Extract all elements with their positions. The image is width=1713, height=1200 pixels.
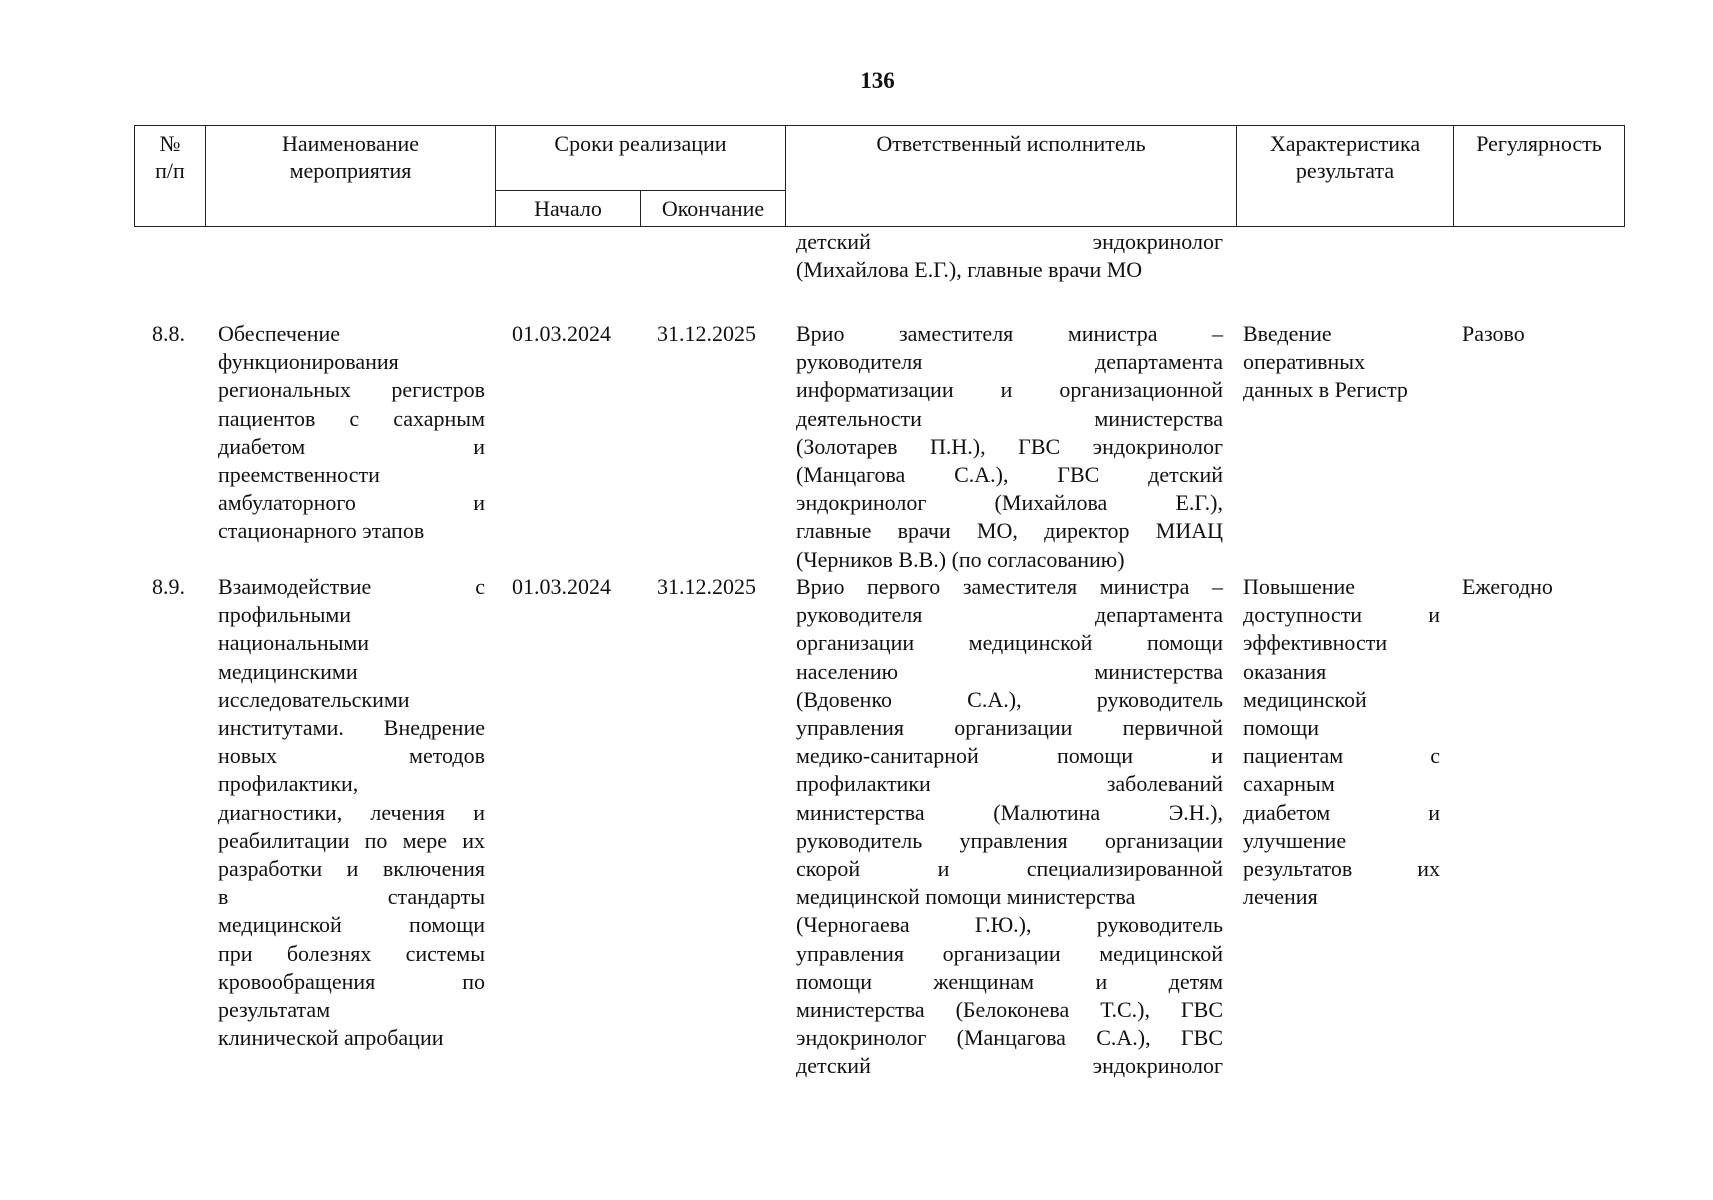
header-number: № п/п	[135, 126, 206, 227]
row-event-name: Взаимодействие с профильными национальными медицинскими исследовательскими институтами. Внедрение новых методов профилактики, диагностики, лечения и реабилитации по мере их разработки и включения в стандарты медицинской помощи при болезнях системы кровообращения по результатам клинической апробации	[218, 574, 485, 1051]
header-event-name: Наименование мероприятия	[206, 126, 496, 227]
header-result: Характеристика результата	[1237, 126, 1454, 227]
row-executor: Врио заместителя министра – руководителя департамента информатизации и организационной деятельности министерства (Золотарев П.Н.), ГВС эндокринолог (Манцагова С.А.), ГВС детский эндокринолог (Михайлова Е.Г.), главные врачи МО, директор МИАЦ (Черников В.В.) (по согласованию)	[796, 321, 1223, 572]
row-executor: Врио первого заместителя министра – руководителя департамента организации медицинской помощи населению министерства (Вдовенко С.А.), руководитель управления организации первичной медико-санитарной помощи и профилактики заболеваний министерства (Малютина Э.Н.), руководитель управления организации скорой и специализированной медицинской помощи министерства (Черногаева Г.Ю.), руководитель управления организации медицинской помощи женщинам и детям министерства (Белоконева Т.С.), ГВС эндокринолог (Манцагова С.А.), ГВС детский эндокринолог	[796, 574, 1223, 1079]
row-regularity: Ежегодно	[1462, 574, 1553, 599]
row-event-name: Обеспечение функционирования региональных регистров пациентов с сахарным диабетом и преемственности амбулаторного и стационарного этапов	[218, 321, 485, 544]
header-terms: Сроки реализации	[496, 126, 786, 191]
page-number: 136	[860, 68, 895, 93]
row-start-date: 01.03.2024	[512, 321, 611, 346]
row-number: 8.9.	[152, 574, 185, 599]
row-result: Повышение доступности и эффективности оказания медицинской помощи пациентам с сахарным диабетом и улучшение результатов их лечения	[1243, 574, 1440, 910]
header-executor: Ответственный исполнитель	[786, 126, 1237, 227]
header-start: Начало	[496, 191, 641, 227]
row-start-date: 01.03.2024	[512, 574, 611, 599]
row-result: Введение оперативных данных в Регистр	[1243, 321, 1408, 403]
row-regularity: Разово	[1462, 321, 1525, 346]
header-end: Окончание	[641, 191, 786, 227]
row-end-date: 31.12.2025	[657, 574, 756, 599]
header-regularity: Регулярность	[1454, 126, 1625, 227]
table-header	[134, 125, 1625, 227]
row-number: 8.8.	[152, 321, 185, 346]
row-end-date: 31.12.2025	[657, 321, 756, 346]
continuation-executor: детский эндокринолог (Михайлова Е.Г.), главные врачи МО	[796, 229, 1223, 283]
